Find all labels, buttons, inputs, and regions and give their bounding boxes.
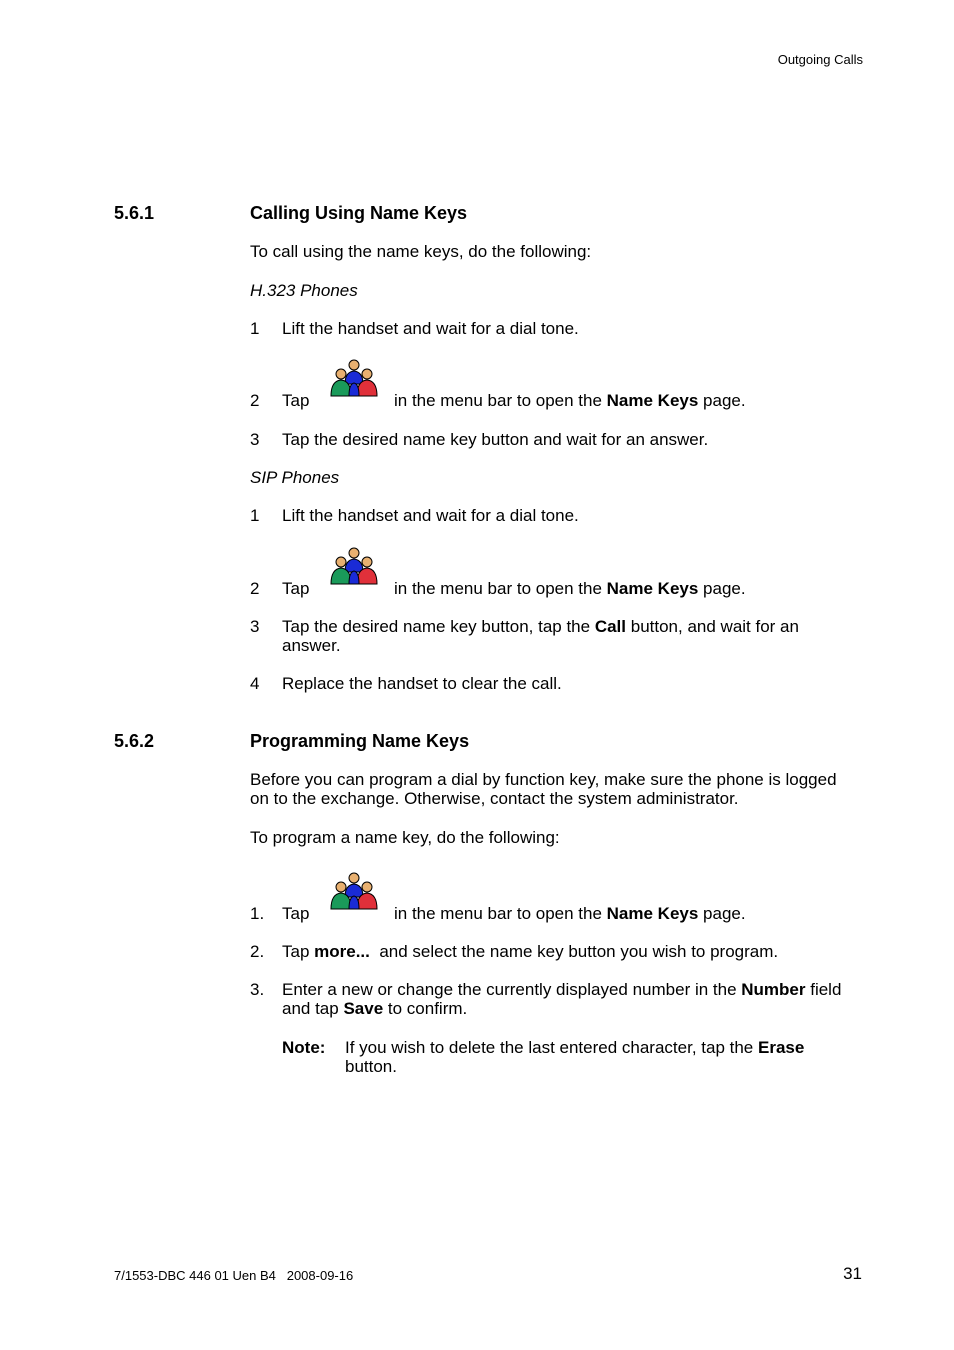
page-number: 31 <box>843 1264 862 1283</box>
step-text: Lift the handset and wait for a dial tone. <box>282 319 579 338</box>
section-title: Programming Name Keys <box>250 731 470 751</box>
step-text: in the menu bar to open the Name Keys page. <box>394 579 746 598</box>
step-number: 2 <box>250 579 260 598</box>
step-text: Tap the desired name key button, tap the Call button, and wait for an <box>282 617 799 636</box>
subheading-sip: SIP Phones <box>250 468 340 487</box>
step-number: 3. <box>250 980 265 999</box>
step-text: Enter a new or change the currently displayed number in the Number field <box>282 980 842 999</box>
note-label: Note: <box>282 1038 326 1057</box>
step-tap-word: Tap <box>282 579 310 598</box>
ui-term-save: Save <box>343 999 384 1018</box>
intro-text: To call using the name keys, do the following: <box>250 242 592 261</box>
step-number: 1 <box>250 506 260 525</box>
step-text: in the menu bar to open the Name Keys page. <box>394 904 746 923</box>
step-text: Lift the handset and wait for a dial tone. <box>282 506 579 525</box>
note-text-continued: button. <box>345 1057 397 1076</box>
step-tap-word: Tap <box>282 391 310 410</box>
step-number: 3 <box>250 430 260 449</box>
step-number: 1 <box>250 319 260 338</box>
step-text: Tap more... and select the name key button you wish to program. <box>282 942 779 961</box>
paragraph: To program a name key, do the following: <box>250 828 560 847</box>
step-tap-word: Tap <box>282 904 310 923</box>
ui-term-erase: Erase <box>757 1038 805 1057</box>
section-number: 5.6.2 <box>114 731 155 751</box>
ui-term-more: more... <box>314 942 370 961</box>
note-text: If you wish to delete the last entered character, tap the Erase <box>345 1038 805 1057</box>
ui-term-call: Call <box>594 617 627 636</box>
step-number: 2 <box>250 391 260 410</box>
step-number: 3 <box>250 617 260 636</box>
subheading-h323: H.323 Phones <box>250 281 358 300</box>
step-text-continued: answer. <box>282 636 341 655</box>
step-text: Tap the desired name key button and wait for an answer. <box>282 430 709 449</box>
step-text: in the menu bar to open the Name Keys page. <box>394 391 746 410</box>
paragraph-line: on to the exchange. Otherwise, contact the system administrator. <box>250 789 739 808</box>
step-number: 2. <box>250 942 265 961</box>
ui-term-name-keys: Name Keys <box>606 391 699 410</box>
step-text-continued: and tap Save to confirm. <box>282 999 468 1018</box>
paragraph-line: Before you can program a dial by function key, make sure the phone is logged <box>250 770 837 789</box>
document-id: 7/1553-DBC 446 01 Uen B4 2008-09-16 <box>114 1268 354 1283</box>
step-number: 1. <box>250 904 265 923</box>
section-number: 5.6.1 <box>114 203 155 223</box>
section-title: Calling Using Name Keys <box>250 203 468 223</box>
step-number: 4 <box>250 674 260 693</box>
running-header: Outgoing Calls <box>777 52 863 67</box>
ui-term-name-keys: Name Keys <box>606 579 699 598</box>
step-text: Replace the handset to clear the call. <box>282 674 562 693</box>
people-group-icon <box>328 358 380 402</box>
ui-term-name-keys: Name Keys <box>606 904 699 923</box>
people-group-icon <box>328 871 380 915</box>
ui-term-number: Number <box>741 980 806 999</box>
people-group-icon <box>328 546 380 590</box>
